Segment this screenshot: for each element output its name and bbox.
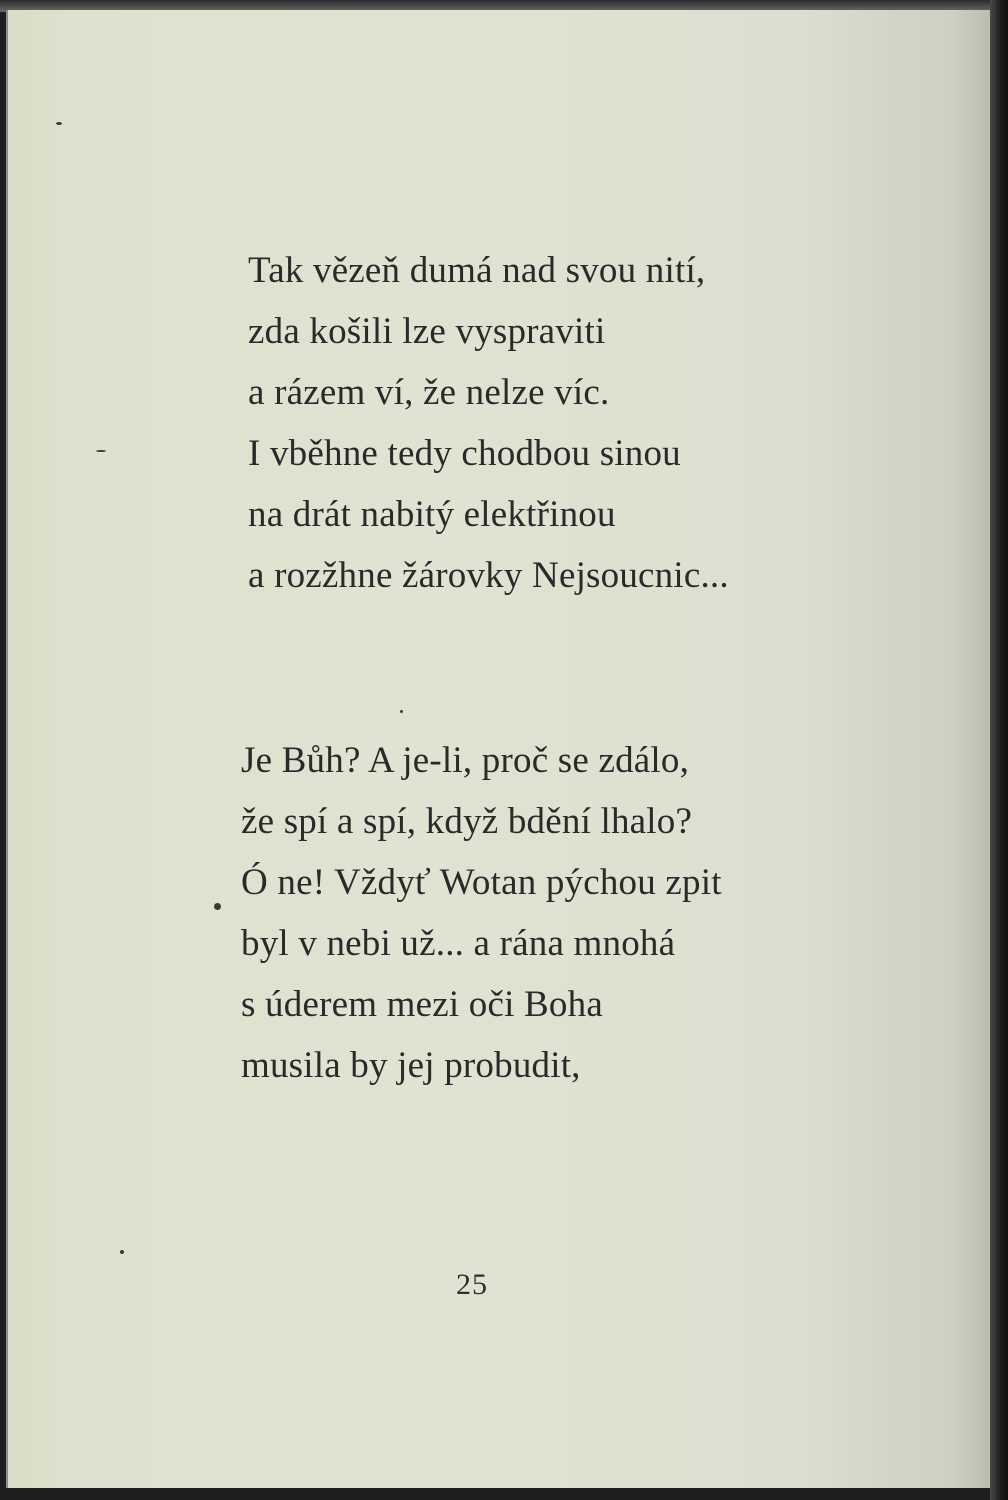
right-edge [990,0,1008,1500]
poem-line: Ó ne! Vždyť Wotan pýchou zpit [241,862,722,903]
stanza-1 [248,240,729,606]
paper-speck [120,1250,124,1254]
poem-line: Je Bůh? A je-li, proč se zdálo, [241,740,690,781]
paper-speck [56,122,62,125]
poem-line: I vběhne tedy chodbou sinou [248,433,681,474]
poem-line: a rozžhne žárovky Nejsoucnic... [248,555,729,596]
poem-line: na drát nabitý elektřinou [248,494,616,535]
poem-line: musila by jej probudit, [241,1045,581,1086]
poem-line: Tak vězeň dumá nad svou nití, [248,250,706,291]
paper-speck [96,450,106,452]
stanza-2 [241,730,722,1096]
poem-line: byl v nebi už... a rána mnohá [241,923,676,964]
poem-line: s úderem mezi oči Boha [241,984,603,1025]
poem-line: zda košili lze vyspraviti [248,311,606,352]
poem-line: a rázem ví, že nelze víc. [248,372,610,413]
poem-line: že spí a spí, když bdění lhalo? [241,801,693,842]
book-page [6,10,992,1488]
page-number: 25 [456,1268,488,1301]
paper-speck [214,903,221,910]
paper-speck [400,710,403,713]
